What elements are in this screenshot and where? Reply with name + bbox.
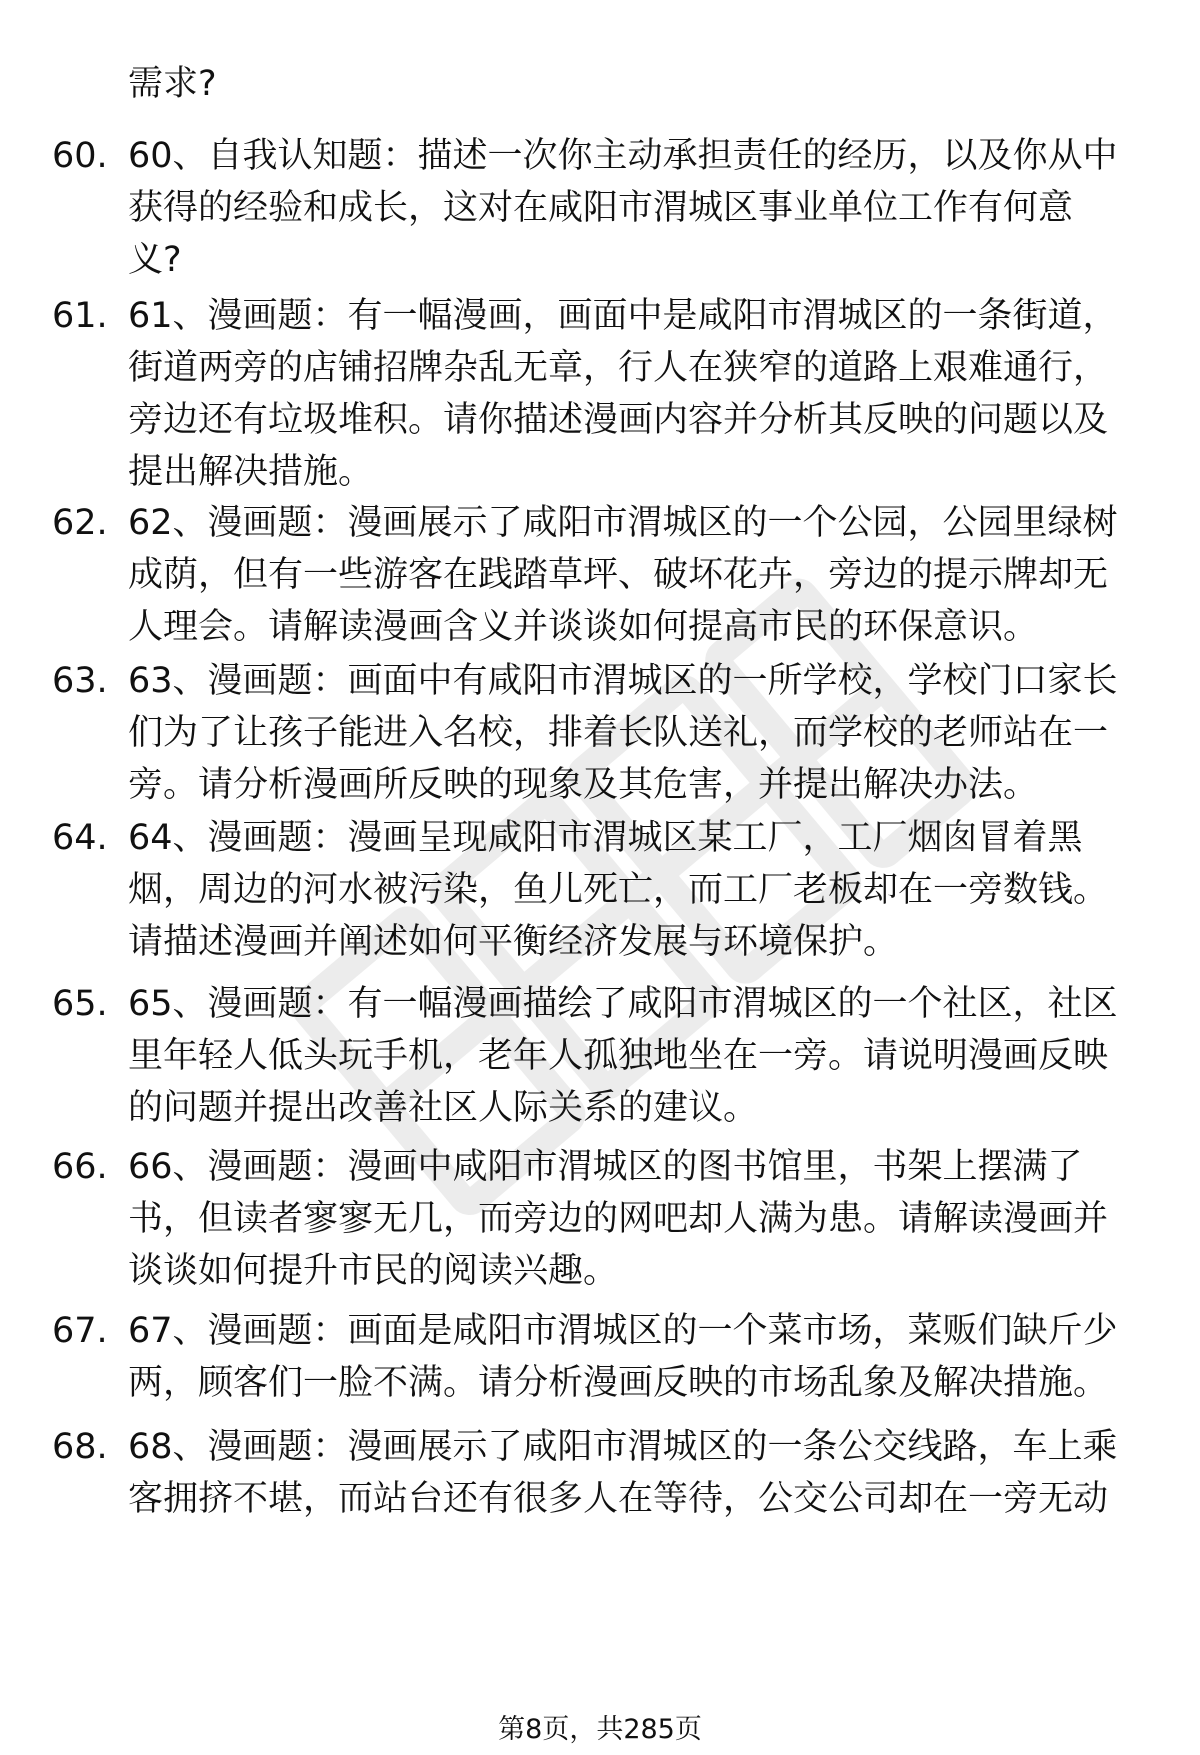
question-text <box>128 497 1168 653</box>
question-line: 提出解决措施。 <box>128 452 374 492</box>
question-line: 68、漫画题：漫画展示了咸阳市渭城区的一条公交线路，车上乘 <box>128 1427 1118 1467</box>
question-line: 60、自我认知题：描述一次你主动承担责任的经历，以及你从中 <box>128 136 1118 176</box>
question-line: 旁边还有垃圾堆积。请你描述漫画内容并分析其反映的问题以及 <box>128 400 1109 440</box>
question-line: 里年轻人低头玩手机，老年人孤独地坐在一旁。请说明漫画反映 <box>128 1036 1109 1076</box>
question-line: 义? <box>128 240 182 280</box>
question-text <box>128 655 1168 811</box>
question-line: 人理会。请解读漫画含义并谈谈如何提高市民的环保意识。 <box>128 607 1039 647</box>
page-footer: 第8页，共285页 <box>498 1714 702 1745</box>
question-line: 街道两旁的店铺招牌杂乱无章，行人在狭窄的道路上艰难通行， <box>128 348 1109 388</box>
question-number: 66. <box>52 1147 108 1187</box>
continued-text: 需求? <box>128 64 217 104</box>
question-line: 旁。请分析漫画所反映的现象及其危害，并提出解决办法。 <box>128 765 1039 805</box>
question-line: 67、漫画题：画面是咸阳市渭城区的一个菜市场，菜贩们缺斤少 <box>128 1311 1118 1351</box>
question-line: 成荫，但有一些游客在践踏草坪、破坏花卉，旁边的提示牌却无 <box>128 555 1109 595</box>
question-line: 66、漫画题：漫画中咸阳市渭城区的图书馆里，书架上摆满了 <box>128 1147 1083 1187</box>
question-text <box>128 1141 1168 1297</box>
question-line: 的问题并提出改善社区人际关系的建议。 <box>128 1088 759 1128</box>
question-text <box>128 812 1168 968</box>
question-text <box>128 290 1168 498</box>
question-line: 请描述漫画并阐述如何平衡经济发展与环境保护。 <box>128 922 899 962</box>
question-line: 谈谈如何提升市民的阅读兴趣。 <box>128 1251 619 1291</box>
question-number: 67. <box>52 1311 108 1351</box>
question-line: 64、漫画题：漫画呈现咸阳市渭城区某工厂，工厂烟囱冒着黑 <box>128 818 1083 858</box>
question-number: 61. <box>52 296 108 336</box>
question-line: 客拥挤不堪，而站台还有很多人在等待，公交公司却在一旁无动 <box>128 1479 1109 1519</box>
question-line: 61、漫画题：有一幅漫画，画面中是咸阳市渭城区的一条街道， <box>128 296 1118 336</box>
question-line: 65、漫画题：有一幅漫画描绘了咸阳市渭城区的一个社区，社区 <box>128 984 1118 1024</box>
question-number: 64. <box>52 818 108 858</box>
question-text <box>128 978 1168 1134</box>
question-line: 们为了让孩子能进入名校，排着长队送礼，而学校的老师站在一 <box>128 713 1109 753</box>
question-line: 获得的经验和成长，这对在咸阳市渭城区事业单位工作有何意 <box>128 188 1074 228</box>
question-number: 62. <box>52 503 108 543</box>
question-line: 63、漫画题：画面中有咸阳市渭城区的一所学校，学校门口家长 <box>128 661 1118 701</box>
question-number: 65. <box>52 984 108 1024</box>
question-number: 63. <box>52 661 108 701</box>
question-line: 62、漫画题：漫画展示了咸阳市渭城区的一个公园，公园里绿树 <box>128 503 1118 543</box>
question-text <box>128 1421 1168 1525</box>
question-line: 书，但读者寥寥无几，而旁边的网吧却人满为患。请解读漫画并 <box>128 1199 1109 1239</box>
question-number: 68. <box>52 1427 108 1467</box>
question-text <box>128 130 1168 286</box>
question-line: 烟，周边的河水被污染，鱼儿死亡，而工厂老板却在一旁数钱。 <box>128 870 1109 910</box>
question-number: 60. <box>52 136 108 176</box>
question-line: 两，顾客们一脸不满。请分析漫画反映的市场乱象及解决措施。 <box>128 1363 1109 1403</box>
question-text <box>128 1305 1168 1409</box>
